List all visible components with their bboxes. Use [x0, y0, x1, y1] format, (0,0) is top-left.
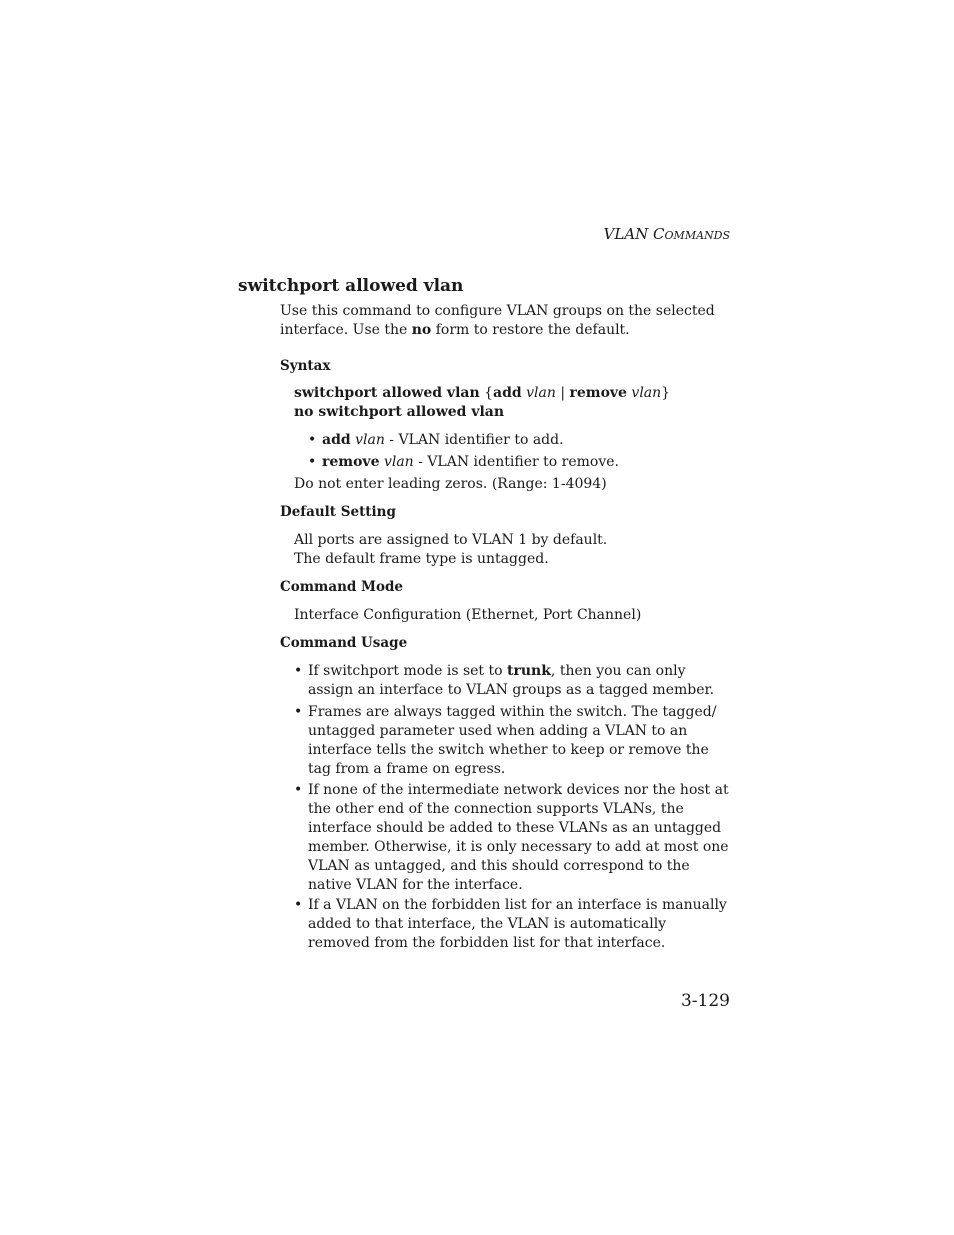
- command-mode-heading: Command Mode: [280, 579, 403, 595]
- command-usage-heading: Command Usage: [280, 635, 408, 651]
- page-number: 3-129: [680, 991, 730, 1011]
- syntax-note: Do not enter leading zeros. (Range: 1-4094): [294, 476, 607, 492]
- syntax-line-1: switchport allowed vlan {add vlan | remove vlan}: [294, 385, 671, 401]
- running-header: VLAN COMMANDS: [603, 225, 730, 243]
- usage-bullet-2: • Frames are always tagged within the switch. The tagged/ untagged parameter used when adding a VLAN to an interface tells the switch whether to keep or remove the tag from a frame on egress.: [294, 704, 717, 777]
- usage-bullet-4: • If a VLAN on the forbidden list for an interface is manually added to that interface, the VLAN is automatically removed from the forbidden list for that interface.: [294, 897, 727, 951]
- syntax-item-remove: • remove vlan - VLAN identifier to remove.: [308, 454, 619, 470]
- syntax-heading: Syntax: [280, 358, 331, 374]
- command-title: switchport allowed vlan: [238, 276, 464, 296]
- usage-bullet-3: • If none of the intermediate network devices nor the host at the other end of the connection supports VLANs, the interface should be added to these VLANs as an untagged member. Otherwise, it is only necessary to add at most one VLAN as untagged, and this should correspond to the native VLAN for the interface.: [294, 782, 729, 893]
- intro-paragraph: Use this command to configure VLAN groups on the selected interface. Use the no form to restore the default.: [280, 303, 715, 338]
- command-mode-text: Interface Configuration (Ethernet, Port Channel): [294, 607, 642, 623]
- default-setting-text: All ports are assigned to VLAN 1 by default. The default frame type is untagged.: [294, 532, 608, 567]
- usage-bullet-1: • If switchport mode is set to trunk, then you can only assign an interface to VLAN groups as a tagged member.: [294, 663, 715, 698]
- syntax-item-add: • add vlan - VLAN identifier to add.: [308, 432, 564, 448]
- syntax-line-2: no switchport allowed vlan: [294, 404, 505, 420]
- default-setting-heading: Default Setting: [280, 504, 396, 520]
